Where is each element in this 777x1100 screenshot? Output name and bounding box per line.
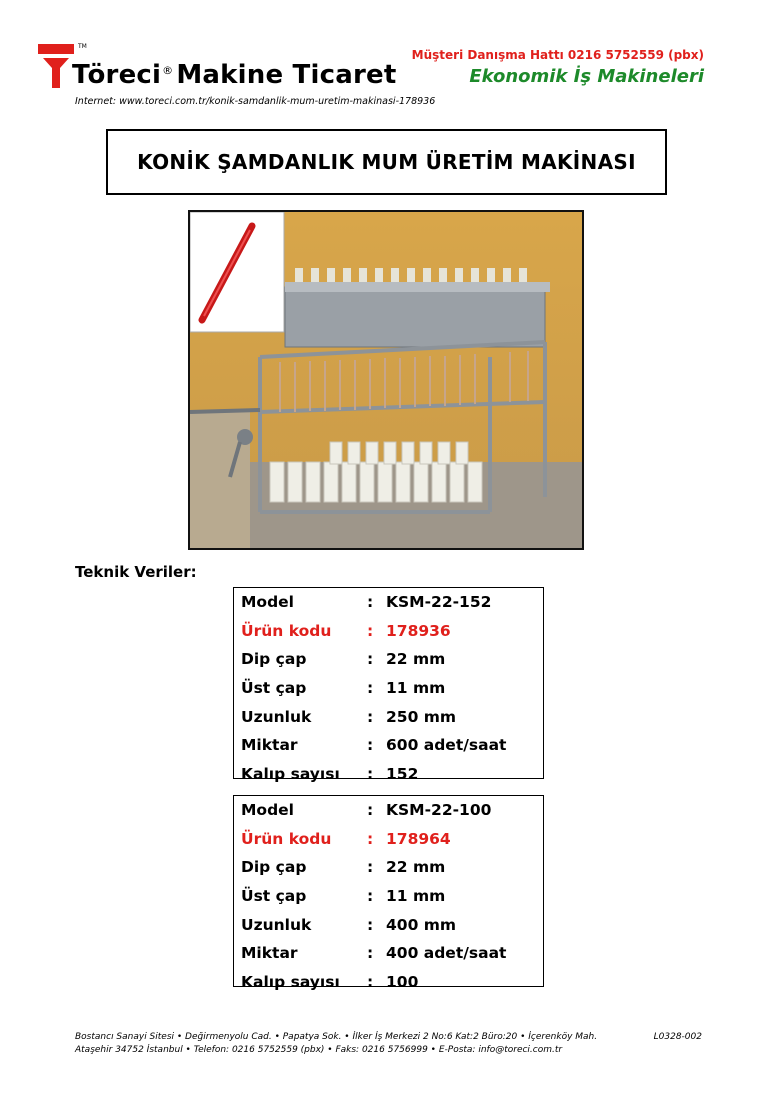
- spec-sep: :: [367, 650, 374, 669]
- spec-sep: :: [367, 801, 374, 820]
- spec-sep: :: [367, 887, 374, 906]
- spec-value: 152: [386, 764, 419, 783]
- spec-sep: :: [367, 944, 374, 963]
- spec-row-quantity: [234, 731, 543, 760]
- spec-key: Kalıp sayısı: [241, 764, 340, 783]
- spec-key: Dip çap: [241, 650, 307, 669]
- spec-sep: :: [367, 679, 374, 698]
- spec-key: Model: [241, 593, 294, 612]
- footer-address-line-1: Bostancı Sanayi Sitesi • Değirmenyolu Cad. • Papatya Sok. • İlker İş Merkezi 2 No:6 Kat:2 Büro:20 • İçerenköy Mah.: [75, 1032, 598, 1042]
- spec-value: 22 mm: [386, 650, 446, 669]
- spec-value: 250 mm: [386, 707, 457, 726]
- document-code: L0328-002: [653, 1032, 702, 1042]
- product-photo: [188, 210, 584, 550]
- toreci-logo-icon: [38, 44, 74, 88]
- spec-key: Model: [241, 801, 294, 820]
- spec-value: 600 adet/saat: [386, 736, 507, 755]
- spec-value: 11 mm: [386, 887, 446, 906]
- page-title: KONİK ŞAMDANLIK MUM ÜRETİM MAKİNASI: [137, 150, 636, 174]
- spec-table-ksm-22-152: [233, 587, 544, 783]
- spec-row-bottom-diameter: [234, 853, 543, 882]
- candle-machine-illustration: [190, 212, 582, 548]
- spec-row-model: [234, 588, 543, 617]
- spec-value: 100: [386, 972, 419, 991]
- spec-row-mold-count: [234, 760, 543, 789]
- brand-name: [72, 60, 396, 90]
- spec-key: Dip çap: [241, 858, 307, 877]
- spec-sep: :: [367, 707, 374, 726]
- spec-row-length: [234, 702, 543, 731]
- spec-key: Üst çap: [241, 679, 307, 698]
- spec-sep: :: [367, 764, 374, 783]
- spec-key: Uzunluk: [241, 915, 312, 934]
- footer-address-line-2: Ataşehir 34752 İstanbul • Telefon: 0216 5752559 (pbx) • Faks: 0216 5756999 • E-Posta: info@toreci.com.tr: [75, 1045, 563, 1055]
- brand-name-rest: Makine Ticaret: [176, 60, 397, 90]
- spec-row-quantity: [234, 939, 543, 968]
- spec-key: Uzunluk: [241, 707, 312, 726]
- spec-sep: :: [367, 829, 374, 848]
- spec-value: 400 adet/saat: [386, 944, 507, 963]
- spec-key: Ürün kodu: [241, 829, 332, 848]
- registered-mark: ®: [162, 64, 174, 77]
- spec-row-length: [234, 910, 543, 939]
- spec-value: 11 mm: [386, 679, 446, 698]
- spec-row-product-code: [234, 825, 543, 854]
- product-url[interactable]: Internet: www.toreci.com.tr/konik-samdanlik-mum-uretim-makinasi-178936: [75, 96, 436, 107]
- company-slogan: Ekonomik İş Makineleri: [469, 66, 704, 87]
- spec-sep: :: [367, 972, 374, 991]
- spec-value: KSM-22-152: [386, 593, 492, 612]
- spec-row-bottom-diameter: [234, 645, 543, 674]
- spec-sep: :: [367, 915, 374, 934]
- spec-row-model: [234, 796, 543, 825]
- spec-key: Miktar: [241, 944, 298, 963]
- trademark-mark: TM: [78, 43, 87, 50]
- spec-value: KSM-22-100: [386, 801, 492, 820]
- spec-sep: :: [367, 736, 374, 755]
- brand-name-first: Töreci: [72, 60, 162, 90]
- title-box: [106, 129, 667, 195]
- spec-value: 178936: [386, 621, 451, 640]
- spec-row-mold-count: [234, 968, 543, 997]
- spec-sep: :: [367, 858, 374, 877]
- spec-key: Üst çap: [241, 887, 307, 906]
- spec-row-top-diameter: [234, 882, 543, 911]
- spec-row-product-code: [234, 617, 543, 646]
- customer-hotline: Müşteri Danışma Hattı 0216 5752559 (pbx): [411, 48, 704, 62]
- spec-value: 22 mm: [386, 858, 446, 877]
- spec-value: 400 mm: [386, 915, 457, 934]
- spec-sep: :: [367, 621, 374, 640]
- specs-heading: Teknik Veriler:: [75, 563, 197, 581]
- spec-value: 178964: [386, 829, 451, 848]
- spec-row-top-diameter: [234, 674, 543, 703]
- spec-key: Ürün kodu: [241, 621, 332, 640]
- spec-table-ksm-22-100: [233, 795, 544, 991]
- spec-key: Kalıp sayısı: [241, 972, 340, 991]
- spec-sep: :: [367, 593, 374, 612]
- spec-key: Miktar: [241, 736, 298, 755]
